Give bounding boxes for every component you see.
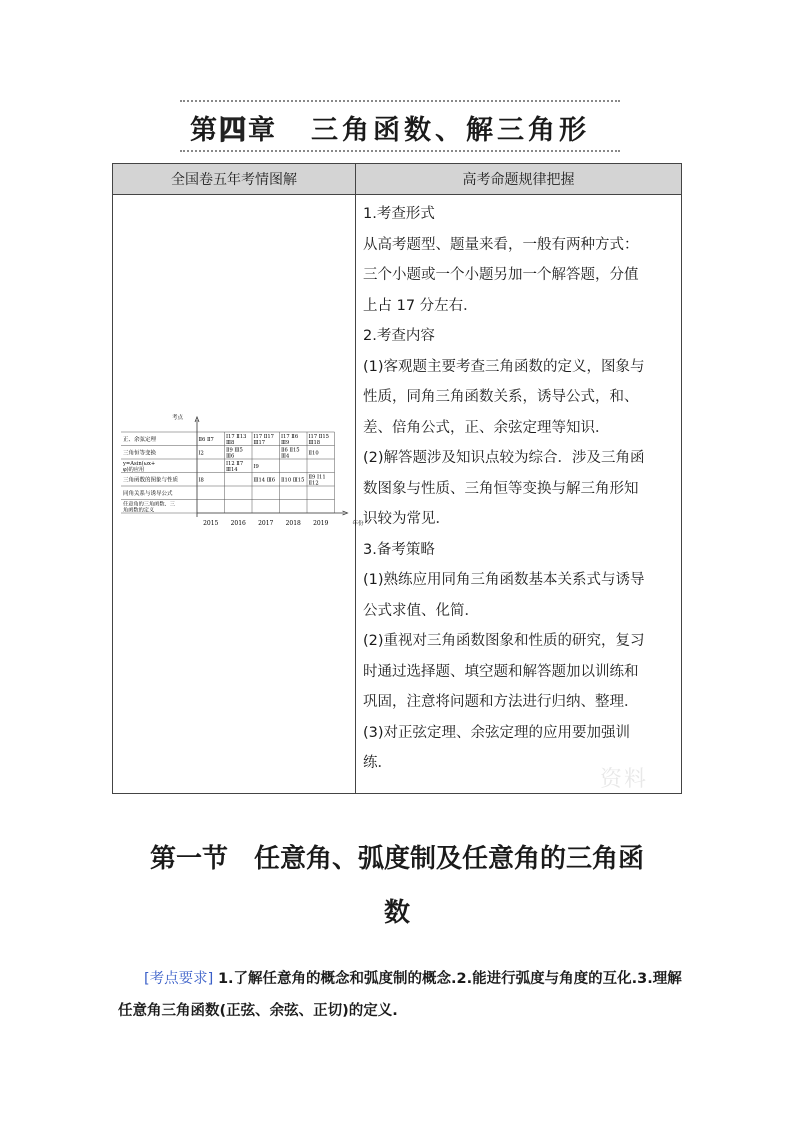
rule-line: 3.备考策略 — [363, 541, 435, 558]
requirement-text: 1.了解任意角的概念和弧度制的概念.2.能进行弧度与角度的互化.3.理解任意角三角函数(正弦、余弦、正切)的定义. — [118, 971, 682, 1019]
rule-line: 上占 17 分左右． — [363, 297, 478, 314]
row-label: 三角函数的图象与性质 — [123, 477, 179, 484]
section-title-line1: 第一节 任意角、弧度制及任意角的三角函 — [149, 844, 644, 874]
row-label: φ)的应用 — [123, 467, 145, 473]
rule-line: 性质，同角三角函数关系，诱导公式，和、 — [363, 389, 639, 405]
grid-cell-text: Ⅲ6 — [226, 453, 235, 460]
y-axis-label: 考点 — [171, 415, 183, 421]
grid-cell-text: Ⅱ12 — [308, 480, 319, 487]
rule-line: 巩固，注意将问题和方法进行归纳、整理． — [363, 694, 639, 710]
grid-cell-text: Ⅱ6 Ⅱ15 — [281, 447, 300, 454]
rule-line: 时通过选择题、填空题和解答题加以训练和 — [363, 663, 639, 680]
rule-line: (2)解答题涉及知识点较为综合．涉及三角函 — [363, 450, 645, 466]
year-label: 2015 — [203, 520, 219, 527]
year-label: 2017 — [258, 520, 274, 527]
rule-line: (2)重视对三角函数图象和性质的研究，复习 — [363, 633, 645, 649]
year-label: 2016 — [230, 520, 246, 527]
grid-cell-text: Ⅱ9 Ⅲ5 — [226, 447, 243, 454]
grid-cell-text: Ⅲ9 — [281, 440, 290, 446]
rule-line: 2.考查内容 — [363, 328, 435, 344]
header-left: 全国卷五年考情图解 — [113, 164, 356, 195]
grid-cell-text: Ⅲ8 — [226, 440, 235, 446]
year-label: 2018 — [285, 520, 301, 527]
grid-cell-text: Ⅱ10 Ⅲ15 — [281, 477, 305, 484]
grid-cell-text: Ⅰ17 Ⅱ6 — [281, 434, 299, 440]
chapter-header — [180, 100, 620, 152]
chapter-prefix: 第 — [190, 115, 219, 146]
rule-line: 识较为常见． — [363, 511, 450, 527]
chapter-number: 四 — [219, 115, 248, 146]
grid-cell-text: Ⅰ17 Ⅱ17 — [253, 434, 274, 440]
requirement-tag: [考点要求] — [144, 971, 214, 987]
grid-cell-text: Ⅲ17 — [253, 440, 266, 446]
grid-cell-text: Ⅲ14 Ⅲ6 — [253, 477, 276, 484]
grid-cell-text: Ⅰ8 — [198, 477, 204, 484]
requirement-paragraph — [118, 963, 688, 1027]
section-title-line2: 数 — [383, 898, 410, 928]
rule-line: 数图象与性质、三角恒等变换与解三角形知 — [363, 480, 639, 497]
grid-cell-text: Ⅰ17 Ⅱ13 — [226, 434, 247, 440]
x-axis-label: 年份 — [352, 521, 364, 527]
row-label: 角函数的定义 — [123, 507, 155, 514]
rule-line: (1)熟练应用同角三角函数基本关系式与诱导 — [363, 572, 645, 588]
rule-line: 三个小题或一个小题另加一个解答题，分值 — [363, 267, 639, 283]
year-label: 2019 — [313, 520, 329, 527]
rule-line: 1.考查形式 — [363, 206, 435, 222]
grid-cell-text: Ⅰ2 — [198, 450, 204, 457]
rule-line: 公式求值、化简． — [363, 602, 479, 619]
overview-table — [112, 163, 682, 794]
grid-cell-text: Ⅱ10 — [308, 450, 319, 457]
chapter-title — [190, 108, 590, 147]
chapter-suffix: 章 — [248, 115, 277, 146]
rule-line: 从高考题型、题量来看，一般有两种方式： — [363, 236, 639, 253]
table-body-row — [113, 195, 682, 794]
grid-cell-text: Ⅱ6 Ⅱ7 — [198, 437, 214, 443]
watermark: 资料 — [600, 767, 649, 792]
rule-line: (3)对正弦定理、余弦定理的应用要加强训 — [363, 724, 631, 741]
header-right: 高考命题规律把握 — [356, 164, 682, 195]
rule-line: 差、倍角公式，正、余弦定理等知识． — [363, 419, 610, 436]
rule-line: 练． — [363, 755, 392, 771]
rules-cell — [356, 195, 682, 794]
row-label: 任意角的三角函数、三 — [123, 501, 175, 508]
exam-grid-figure — [113, 195, 364, 789]
grid-cell-text: Ⅰ12 Ⅱ7 — [226, 461, 244, 467]
grid-cell-text: Ⅲ18 — [308, 440, 321, 446]
row-label: 正、余弦定理 — [123, 437, 157, 443]
exam-grid-cell — [113, 195, 364, 794]
row-label: y=Asin(ωx+ — [123, 461, 156, 467]
chapter-subject: 三角函数、解三角形 — [311, 115, 590, 146]
grid-cell-text: Ⅲ4 — [281, 453, 290, 460]
grid-cell-text: Ⅲ14 — [226, 467, 238, 473]
grid-cell-text: Ⅱ9 Ⅰ11 — [308, 474, 326, 481]
rule-line: (1)客观题主要考查三角函数的定义，图象与 — [363, 358, 645, 375]
table-header-row — [113, 164, 682, 195]
grid-cell-text: Ⅰ9 — [253, 464, 259, 470]
rules-text — [363, 199, 675, 779]
row-label: 同角关系与诱导公式 — [123, 491, 173, 497]
row-label: 三角恒等变换 — [123, 450, 157, 457]
grid-cell-text: Ⅰ17 Ⅱ15 — [308, 434, 329, 440]
